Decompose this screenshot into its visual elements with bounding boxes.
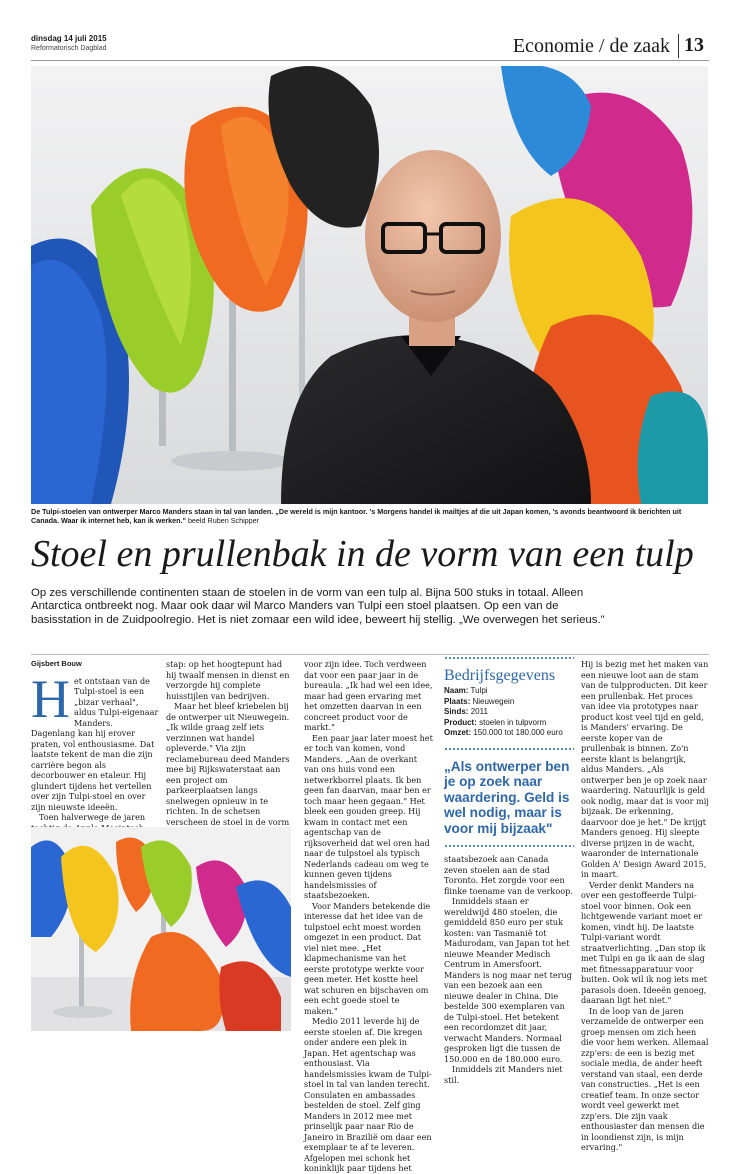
paragraph: Inmiddels staan er wereldwijd 480 stoelen, die gemiddeld 850 euro per stuk kosten: van Tasmanië tot Madurodam, van Japan tot het nieuwe Meander Medisch Centrum in Amersfoort. Manders is nog maar net terug van een bezoek aan een nieuwe dealer in China. Die bestelde 300 exemplaren van de Tulpi-stoel. Het betekent een recordomzet dit jaar, verwacht Manders. Normaal gesproken ligt die tussen de 150.000 en de 180.000 euro. xyxy=(444,896,572,1064)
paragraph: et ontstaan van de Tulpi-stoel is een „bizar verhaal", aldus Tulpi-eigenaar Manders. Dagenlang kan hij erover praten, vol enthousiasme. Dat laatste tekent de man die zijn carrière begon als decorbouwer en etaleur. Hij glundert tijdens het vertellen over zijn Tulpi-stoel en over zijn nieuwste ideeën. xyxy=(31,675,159,812)
section-title: Economie / de zaak xyxy=(512,35,670,57)
paragraph: voor zijn idee. Toch verdween dat voor een paar jaar in de bureaula. „Ik had wel een idee, maar had geen ervaring met het omzetten daarvan in een concreet product voor de markt." xyxy=(304,659,433,732)
pull-quote: „Als ontwerper ben je op zoek naar waardering. Geld is wel nodig, maar is voor mij bijzaak" xyxy=(444,758,570,836)
paragraph: Medio 2011 leverde hij de eerste stoelen af. Die kregen onder andere een plek in Japan. Het agentschap was enthousiast. Via handelsmissies kwam de Tulpi-stoel in tal van landen terecht. Consulaten en ambassades bestelden de stoel. Zelf ging Manders in 2012 mee met prinselijk paar naar Rio de Janeiro in Brazilië om daar een exemplaar te af te leveren. Afgelopen mei schonk het koninklijk paar tijdens het xyxy=(304,1016,432,1173)
row-label: Sinds: xyxy=(444,707,469,716)
row-value: Nieuwegein xyxy=(472,696,515,706)
row-value: Tulpi xyxy=(470,686,488,695)
paragraph: Hij is bezig met het maken van een nieuwe loot aan de stam van de tulpproducten. Dit keer een prullenbak. Het proces van idee via prototypes naar product kost veel tijd en geld, is Manders' ervaring. De eerste koper van de prullenbak is binnen. Zo'n eerste klant is belangrijk, aldus Manders. „Als ontwerper ben je op zoek naar waardering. Natuurlijk is geld ook nodig, maar dat is voor mij bijzaak. De erkenning, daarvoor doe je het." De krijgt Manders genoeg. Hij sleepte diverse prijzen in de wacht, waaronder de internationale Golden A' Design Award 2015, in maart. xyxy=(581,659,709,879)
company-row-product xyxy=(444,718,574,729)
paragraph: Inmiddels zit Manders niet stil. xyxy=(444,1064,563,1085)
drop-cap: H xyxy=(31,668,70,729)
paragraph: staatsbezoek aan Canada zeven stoelen aan de stad Toronto. Het zorgde voor een flinke toename van de verkoop. xyxy=(444,854,573,896)
photo-caption xyxy=(31,507,708,525)
row-value: stoelen in tulpvorm xyxy=(479,717,547,727)
company-row-place xyxy=(444,697,574,708)
paragraph: stap: op het hoogtepunt had hij twaalf mensen in dienst en verzorgde hij complete huisstijlen van bedrijven. xyxy=(166,659,290,701)
newspaper-name: Reformatorisch Dagblad xyxy=(31,45,107,52)
paragraph: Voor Manders betekende die interesse dat het idee van de tulpstoel echt moest worden omgezet in een product. Dat viel niet mee. „Het klapmechanisme van het eerste prototype werkte voor geen meter. Het kostte heel wat schuren en bijschaven om een echt goede stoel te maken." xyxy=(304,900,431,1016)
photo-credit: beeld Ruben Schipper xyxy=(187,516,260,526)
company-box-title: Bedrijfsgegevens xyxy=(444,667,556,684)
row-label: Omzet: xyxy=(444,728,472,737)
issue-date: dinsdag 14 juli 2015 xyxy=(31,34,107,43)
article-column-5 xyxy=(581,659,709,1153)
article-column-3 xyxy=(304,659,434,1174)
row-value: 150.000 tot 180.000 euro xyxy=(473,728,563,737)
caption-text: De Tulpi-stoelen van ontwerper Marco Manders staan in tal van landen. „De wereld is mijn kantoor. 's Morgens handel ik mailtjes af die uit Japan komen, 's avonds beantwoord ik berichten uit Canada. Waar ik internet heb, kan ik werken." xyxy=(31,507,682,526)
row-label: Naam: xyxy=(444,686,469,695)
paragraph: In de loop van de jaren verzamelde de ontwerper een groep mensen om zich heen die voor hem werken. Allemaal zzp'ers: de een is bezig met sociale media, de ander heeft verstand van staal, een derde van constructies. „Het is een creatief team. In onze sector wordt veel gewerkt met zzp'ers. Die zijn vaak enthousiaster dan mensen die in loondienst zijn, is mijn ervaring." xyxy=(581,1005,709,1152)
paragraph: Toen halverwege de jaren xyxy=(39,812,146,822)
dotted-rule xyxy=(444,844,574,848)
main-photo xyxy=(31,66,708,504)
page-number: 13 xyxy=(684,34,704,56)
inset-photo-illustration xyxy=(31,827,291,1031)
header-rule xyxy=(31,60,709,61)
article-intro: Op zes verschillende continenten staan de stoelen in de vorm van een tulp al. Bijna 500 stuks in totaal. Alleen Antarctica ontbreekt nog. Maar ook daar wil Marco Manders van Tulpi een stoel plaatsen. Op een van de basisstation in de Zuidpoolregio. Het is niet zomaar een wild idee, beweert hij stellig. „We overwegen het serieus." xyxy=(31,587,605,626)
dotted-rule xyxy=(444,747,574,751)
company-row-revenue xyxy=(444,728,574,739)
row-label: Product: xyxy=(444,717,477,727)
dotted-rule xyxy=(444,656,574,660)
author-byline: Gijsbert Bouw xyxy=(31,659,82,668)
header-divider xyxy=(678,34,679,58)
intro-rule xyxy=(31,654,709,655)
paragraph: Verder denkt Manders na over een gestoffeerde Tulpi-stoel voor binnen. Ook een lichtgewende variant moet er komen, vindt hij. De laatste Tulpi-variant wordt straatverlichting. „Dan stop ik met Tulpi en ga ik aan de slag met fitnessapparatuur voor buiten. Ook wil ik nog iets met parasols doen. Ideeën genoeg, daaraan ligt het niet." xyxy=(581,879,708,1005)
inset-photo xyxy=(31,827,291,1031)
company-row-since xyxy=(444,707,574,718)
paragraph: Maar het bleef kriebelen bij de ontwerper uit Nieuwegein. „Ik wilde graag zelf iets verzinnen wat handel opleverde." Via zijn reclamebureau deed Manders mee bij Rijkswaterstaat aan een project om parkeerplaatsen langs snelwegen opnieuw in te richten. In de schetsen verscheen de stoel in de vorm xyxy=(166,701,290,827)
article-headline: Stoel en prullenbak in de vorm van een tulp xyxy=(31,533,694,575)
main-photo-illustration xyxy=(31,66,708,504)
company-row-name xyxy=(444,686,574,697)
row-value: 2011 xyxy=(470,707,488,716)
row-label: Plaats: xyxy=(444,696,471,706)
paragraph: Een paar jaar later moest het er toch van komen, vond Manders. „Aan de overkant van ons huis vond een netwerkborrel plaats. Ik ben geen fan daarvan, maar ben er toch maar heen gegaan." Het bleek een gouden greep. Hij kwam in contact met een agentschap van de rijksoverheid dat wel oren had naar de tulpstoel als typisch Nederlands cadeau om weg te kunnen geven tijdens handelsmissies of staatsbezoeken. xyxy=(304,732,433,900)
article-column-4 xyxy=(444,854,574,1085)
company-info-box xyxy=(444,656,574,1085)
